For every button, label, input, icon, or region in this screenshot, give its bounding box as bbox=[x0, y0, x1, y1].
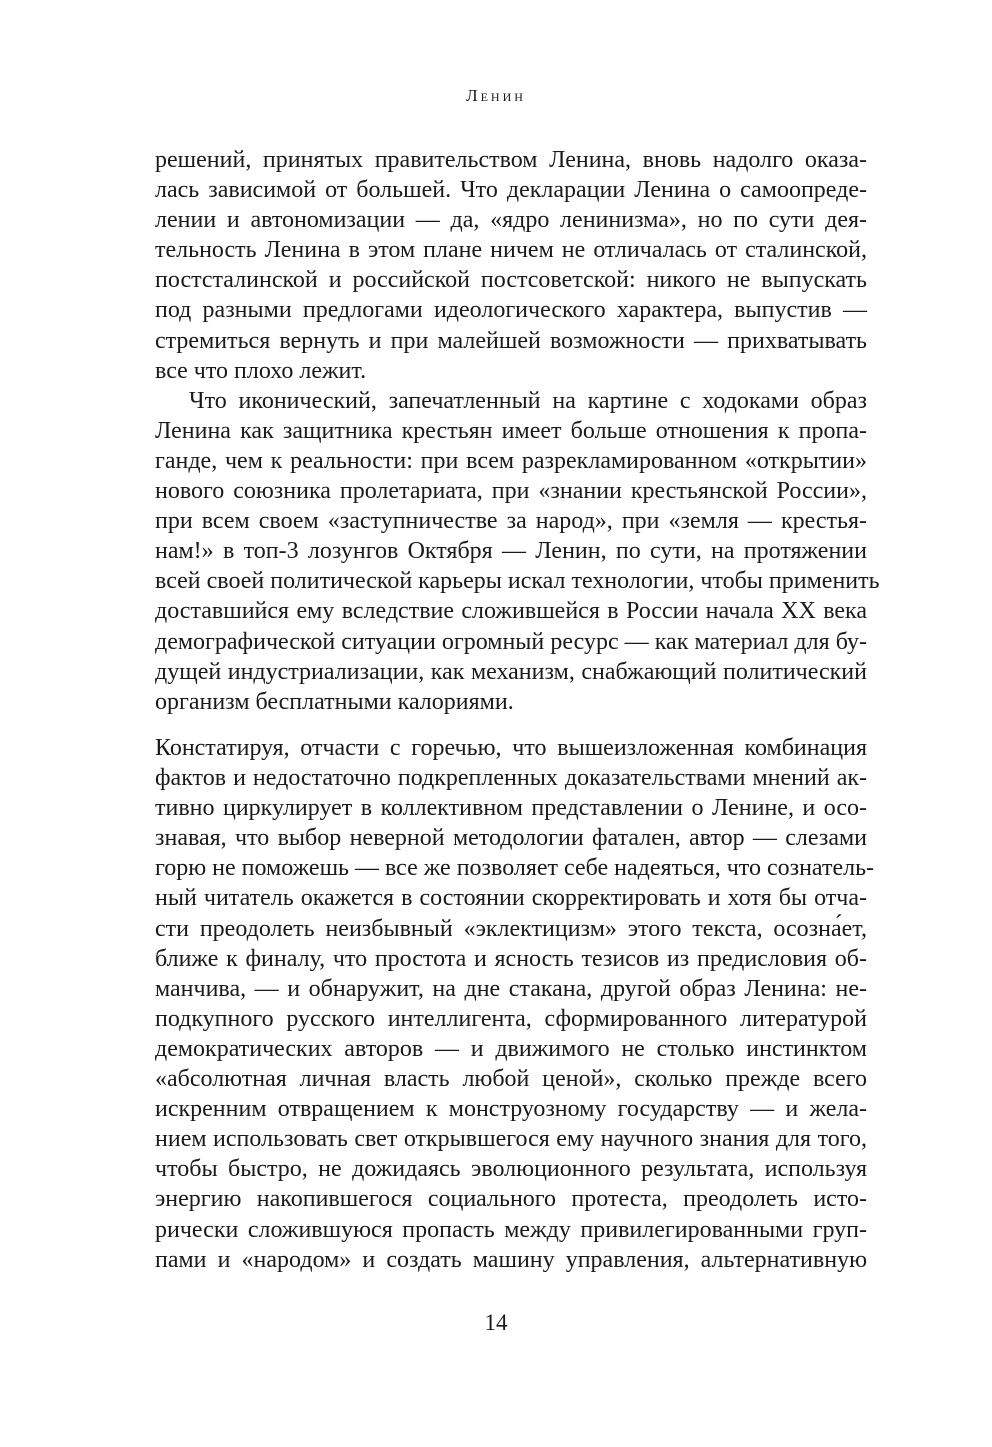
text-line: нием использовать свет открывшегося ему научного знания для того, bbox=[155, 1126, 867, 1153]
text-line: дущей индустриализации, как механизм, снабжающий политический bbox=[155, 658, 867, 685]
text-line: при всем своем «заступничестве за народ», при «земля — крестья- bbox=[155, 508, 867, 535]
paragraph-3 bbox=[155, 733, 875, 1275]
text-line: знавая, что выбор неверной методологии фатален, автор — слезами bbox=[155, 825, 867, 852]
text-line: фактов и недостаточно подкрепленных доказательствами мнений ак- bbox=[155, 765, 867, 792]
text-line: тельность Ленина в этом плане ничем не отличалась от сталинской, bbox=[155, 237, 867, 264]
text-line: доставшийся ему вследствие сложившейся в России начала XX века bbox=[155, 598, 867, 625]
paragraph-1 bbox=[155, 145, 867, 386]
text-line: решений, принятых правительством Ленина, вновь надолго оказа- bbox=[155, 147, 867, 173]
text-line: ный читатель окажется в состоянии скорректировать и хотя бы отча- bbox=[155, 885, 867, 912]
text-line: искренним отвращением к монструозному государству — и жела- bbox=[155, 1096, 867, 1123]
text-line: горю не поможешь — все же позволяет себе надеяться, что сознатель- bbox=[155, 855, 875, 882]
text-line: энергию накопившегося социального протеста, преодолеть исто- bbox=[155, 1186, 867, 1213]
text-line: лась зависимой от большей. Что декларации Ленина о самоопреде- bbox=[155, 177, 867, 204]
text-line: Ленина как защитника крестьян имеет больше отношения к пропа- bbox=[155, 417, 867, 444]
text-line: Что иконический, запечатленный на картине с ходоками образ bbox=[189, 387, 867, 414]
text-line: лении и автономизации — да, «ядро ленинизма», но по сути дея- bbox=[155, 207, 867, 234]
text-line: манчива, — и обнаружит, на дне стакана, другой образ Ленина: не- bbox=[155, 975, 867, 1002]
text-line: ганде, чем к реальности: при всем разрекламированном «открытии» bbox=[155, 447, 867, 474]
running-head: Ленин bbox=[466, 86, 526, 105]
text-line: стремиться вернуть и при малейшей возможности — прихватывать bbox=[155, 327, 867, 354]
text-line: рически сложившуюся пропасть между привилегированными груп- bbox=[155, 1216, 867, 1243]
text-line: пами и «народом» и создать машину управления, альтернативную bbox=[155, 1246, 867, 1273]
text-line: демократических авторов — и движимого не столько инстинктом bbox=[155, 1035, 867, 1062]
text-line: нам!» в топ-3 лозунгов Октября — Ленин, по сути, на протяжении bbox=[155, 538, 867, 565]
page-number: 14 bbox=[484, 1310, 508, 1335]
text-line: ближе к финалу, что простота и ясность тезисов из предисловия об- bbox=[155, 945, 867, 972]
text-line: чтобы быстро, не дожидаясь эволюционного результата, используя bbox=[155, 1156, 867, 1183]
text-line: под разными предлогами идеологического характера, выпустив — bbox=[155, 297, 867, 324]
text-block-upper bbox=[155, 145, 880, 717]
text-line: тивно циркулирует в коллективном представлении о Ленине, и осо- bbox=[155, 795, 867, 822]
text-line: все что плохо лежит. bbox=[155, 357, 367, 384]
paragraph-2 bbox=[155, 386, 880, 717]
text-line: постсталинской и российской постсоветской: никого не выпускать bbox=[155, 267, 867, 294]
text-line: «абсолютная личная власть любой ценой», сколько прежде всего bbox=[155, 1066, 867, 1093]
text-line: нового союзника пролетариата, при «знании крестьянской России», bbox=[155, 478, 867, 505]
text-line: Констатируя, отчасти с горечью, что вышеизложенная комбинация bbox=[155, 735, 867, 761]
text-block-lower bbox=[155, 733, 875, 1275]
text-line: всей своей политической карьеры искал технологии, чтобы применить bbox=[155, 568, 880, 595]
text-line: организм бесплатными калориями. bbox=[155, 688, 514, 715]
text-line: сти преодолеть неизбывный «эклектицизм» этого текста, осозна́ет, bbox=[155, 915, 867, 942]
text-line: демографической ситуации огромный ресурс — как материал для бу- bbox=[155, 628, 867, 655]
text-line: подкупного русского интеллигента, сформированного литературой bbox=[155, 1005, 867, 1032]
